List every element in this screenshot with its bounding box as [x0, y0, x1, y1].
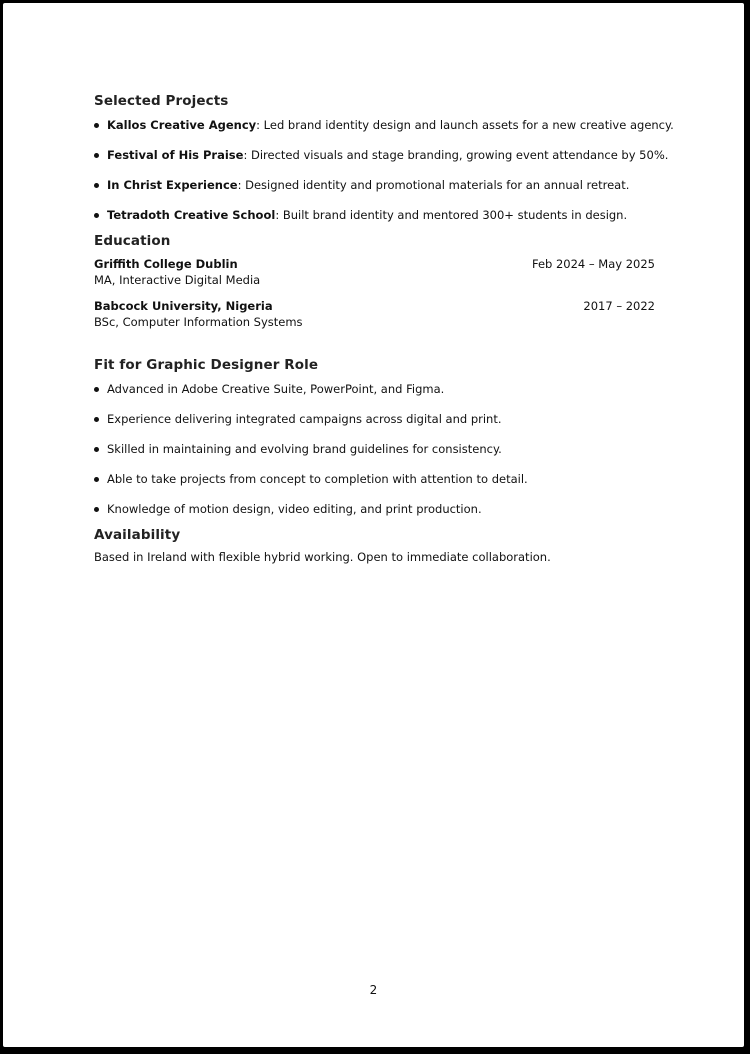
availability-text: Based in Ireland with flexible hybrid working. Open to immediate collaboration.: [94, 550, 551, 564]
list-item: [94, 178, 655, 192]
institution-name: Griffith College Dublin: [94, 257, 238, 271]
bullet-icon: [94, 387, 99, 392]
education-entry: [94, 298, 655, 330]
project-description: : Directed visuals and stage branding, growing event attendance by 50%.: [243, 148, 669, 162]
institution-name: Babcock University, Nigeria: [94, 299, 273, 313]
fit-list: [94, 382, 655, 516]
project-name: Tetradoth Creative School: [107, 208, 276, 222]
education-dates: 2017 – 2022: [583, 299, 655, 313]
fit-item-text: Knowledge of motion design, video editing, and print production.: [107, 502, 482, 516]
list-item: [94, 412, 655, 426]
bullet-icon: [94, 477, 99, 482]
list-item: [94, 208, 655, 222]
page-content: [94, 93, 674, 565]
list-item: [94, 502, 655, 516]
degree: BSc, Computer Information Systems: [94, 315, 303, 329]
education-entry-header: [94, 256, 655, 272]
list-item: [94, 148, 669, 162]
availability-section: [94, 527, 655, 565]
fit-item-text: Skilled in maintaining and evolving brand guidelines for consistency.: [107, 442, 502, 456]
list-item: [94, 472, 655, 486]
bullet-icon: [94, 507, 99, 512]
degree: MA, Interactive Digital Media: [94, 273, 261, 287]
education-dates: Feb 2024 – May 2025: [531, 257, 655, 271]
fit-title: Fit for Graphic Designer Role: [94, 357, 319, 373]
projects-title: Selected Projects: [94, 93, 229, 109]
education-section: [94, 233, 655, 330]
projects-section: [94, 93, 674, 222]
availability-title: Availability: [94, 527, 181, 543]
project-description: : Designed identity and promotional materials for an annual retreat.: [237, 178, 630, 192]
project-description: : Led brand identity design and launch assets for a new creative agency.: [256, 118, 674, 132]
list-item: [94, 382, 655, 396]
project-name: Festival of His Praise: [107, 148, 244, 162]
list-item: [94, 118, 674, 132]
projects-list: [94, 118, 674, 222]
fit-item-text: Experience delivering integrated campaigns across digital and print.: [107, 412, 502, 426]
fit-section: [94, 357, 655, 516]
bullet-icon: [94, 417, 99, 422]
list-item: [94, 442, 655, 456]
bullet-icon: [94, 447, 99, 452]
project-name: Kallos Creative Agency: [107, 118, 257, 132]
document-page: [3, 3, 744, 1047]
bullet-icon: [94, 123, 99, 128]
project-name: In Christ Experience: [107, 178, 238, 192]
project-description: : Built brand identity and mentored 300+ students in design.: [275, 208, 628, 222]
bullet-icon: [94, 213, 99, 218]
education-entry: [94, 256, 655, 288]
bullet-icon: [94, 153, 99, 158]
fit-item-text: Advanced in Adobe Creative Suite, PowerPoint, and Figma.: [107, 382, 445, 396]
fit-item-text: Able to take projects from concept to completion with attention to detail.: [107, 472, 528, 486]
page-number: 2: [369, 983, 378, 997]
education-title: Education: [94, 233, 171, 249]
education-entry-header: [94, 298, 655, 314]
bullet-icon: [94, 183, 99, 188]
